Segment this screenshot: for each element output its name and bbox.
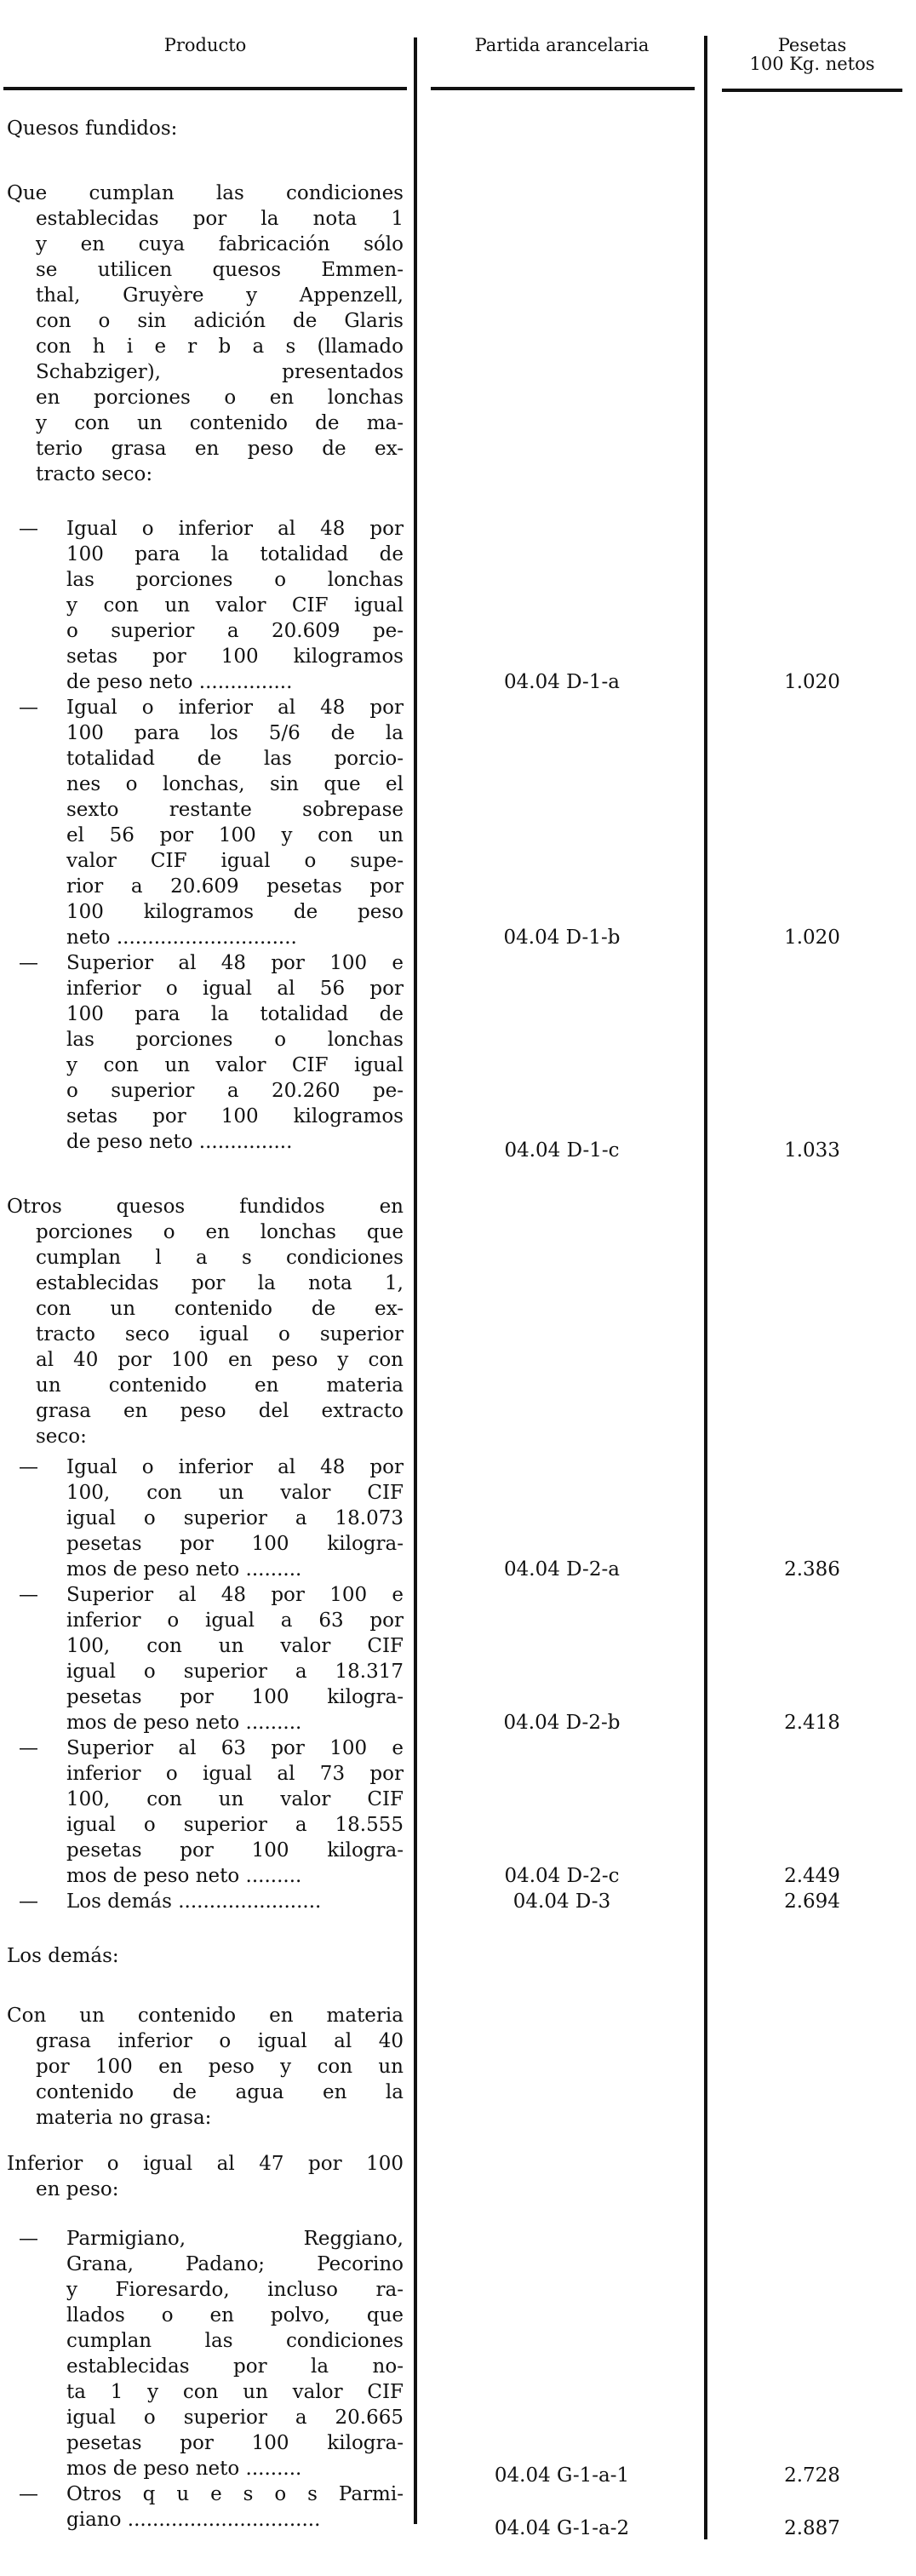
pesetas-value: 2.694 xyxy=(784,1890,840,1913)
tariff-code: 04.04 G-1-a-1 xyxy=(494,2464,630,2487)
tariff-code: 04.04 D-2-b xyxy=(503,1712,621,1734)
pesetas-value: 2.728 xyxy=(784,2464,840,2487)
tariff-code: 04.04 D-2-c xyxy=(504,1865,620,1887)
pesetas-value: 1.020 xyxy=(784,671,840,693)
dash-bullet: — xyxy=(19,2483,38,2505)
section-que-cumplan: Que cumplan las condiciones establecidas por la nota 1 y en cuya fabricación sólo se utilicen quesos Emmen- thal, Gruyère y Appenzell, con o sin adición de Glaris con h i e r b a s (llamado Schabziger), presentados en porciones o en lonchas y con un contenido de ma- terio grasa en peso de ex- tracto seco: xyxy=(7,182,404,485)
pesetas-value: 1.020 xyxy=(784,927,840,949)
table-row-d2c-description: — Superior al 63 por 100 e inferior o igual al 73 por 100, con un valor CIF igual o superior a 18.555 pesetas por 100 kilogra- mos de peso neto ......... xyxy=(19,1737,404,1887)
dash-bullet: — xyxy=(19,518,38,540)
table-row-d3-description: — Los demás ....................... xyxy=(19,1890,322,1913)
tariff-code: 04.04 D-1-b xyxy=(503,927,621,949)
tariff-code: 04.04 D-2-a xyxy=(504,1558,620,1581)
column-header-pesetas-line2: 100 Kg. netos xyxy=(749,54,875,74)
section-inferior-47: Inferior o igual al 47 por 100 en peso: xyxy=(7,2153,404,2200)
header-rule-pesetas xyxy=(722,89,902,92)
table-row-g1a1-description: — Parmigiano, Reggiano, Grana, Padano; Pecorino y Fioresardo, incluso ra- llados o en polvo, que cumplan las condiciones establecidas por la no- ta 1 y con un valor CIF igual o superior a 20.665 pesetas por 100 kilogra- mos de peso neto ......... xyxy=(19,2228,404,2480)
section-con-contenido: Con un contenido en materia grasa inferior o igual al 40 por 100 en peso y con un contenido de agua en la materia no grasa: xyxy=(7,2005,404,2129)
section-heading-quesos-fundidos: Quesos fundidos: xyxy=(7,118,178,140)
section-heading-los-demas: Los demás: xyxy=(7,1945,119,1967)
dash-bullet: — xyxy=(19,1737,38,1759)
column-divider-2 xyxy=(704,36,707,2539)
dash-bullet: — xyxy=(19,1584,38,1606)
tariff-code: 04.04 G-1-a-2 xyxy=(494,2517,630,2539)
pesetas-value: 2.449 xyxy=(784,1865,840,1887)
table-row-d1a-description: — Igual o inferior al 48 por 100 para la totalidad de las porciones o lonchas y con un valor CIF igual o superior a 20.609 pe- setas por 100 kilogramos de peso neto ............... xyxy=(19,518,404,693)
tariff-code: 04.04 D-1-a xyxy=(504,671,620,693)
dash-bullet: — xyxy=(19,1890,38,1913)
pesetas-value: 2.887 xyxy=(784,2517,840,2539)
table-row-d2a-description: — Igual o inferior al 48 por 100, con un valor CIF igual o superior a 18.073 pesetas por 100 kilogra- mos de peso neto ......... xyxy=(19,1456,404,1581)
pesetas-value: 2.386 xyxy=(784,1558,840,1581)
table-row-d1b-description: — Igual o inferior al 48 por 100 para los 5/6 de la totalidad de las porcio- nes o lonchas, sin que el sexto restante sobrepase el 56 por 100 y con un valor CIF igual o supe- rior a 20.609 pesetas por 100 kilogramos de peso neto ............................. xyxy=(19,697,404,949)
header-rule-tariff xyxy=(431,87,695,90)
column-header-product: Producto xyxy=(163,35,247,55)
dash-bullet: — xyxy=(19,697,38,719)
column-divider-1 xyxy=(414,37,417,2524)
table-row-d1c-description: — Superior al 48 por 100 e inferior o igual al 56 por 100 para la totalidad de las porciones o lonchas y con un valor CIF igual o superior a 20.260 pe- setas por 100 kilogramos de peso neto ............... xyxy=(19,952,404,1153)
pesetas-value: 2.418 xyxy=(784,1712,840,1734)
section-otros-quesos-fundidos: Otros quesos fundidos en porciones o en lonchas que cumplan l a s condiciones establecidas por la nota 1, con un contenido de ex- tracto seco igual o superior al 40 por 100 en peso y con un contenido en materia grasa en peso del extracto seco: xyxy=(7,1196,404,1448)
header-rule-product xyxy=(3,87,407,90)
pesetas-value: 1.033 xyxy=(784,1139,840,1162)
dash-bullet: — xyxy=(19,952,38,974)
column-header-pesetas xyxy=(712,34,913,75)
column-header-pesetas-line1: Pesetas xyxy=(777,35,847,55)
table-row-g1a2-description: — Otros q u e s o s Parmi- giano ............................... xyxy=(19,2483,404,2531)
tariff-code: 04.04 D-1-c xyxy=(504,1139,620,1162)
dash-bullet: — xyxy=(19,2228,38,2250)
table-row-d2b-description: — Superior al 48 por 100 e inferior o igual a 63 por 100, con un valor CIF igual o superior a 18.317 pesetas por 100 kilogra- mos de peso neto ......... xyxy=(19,1584,404,1734)
dash-bullet: — xyxy=(19,1456,38,1478)
column-header-tariff: Partida arancelaria xyxy=(474,35,650,55)
tariff-code: 04.04 D-3 xyxy=(512,1890,611,1913)
